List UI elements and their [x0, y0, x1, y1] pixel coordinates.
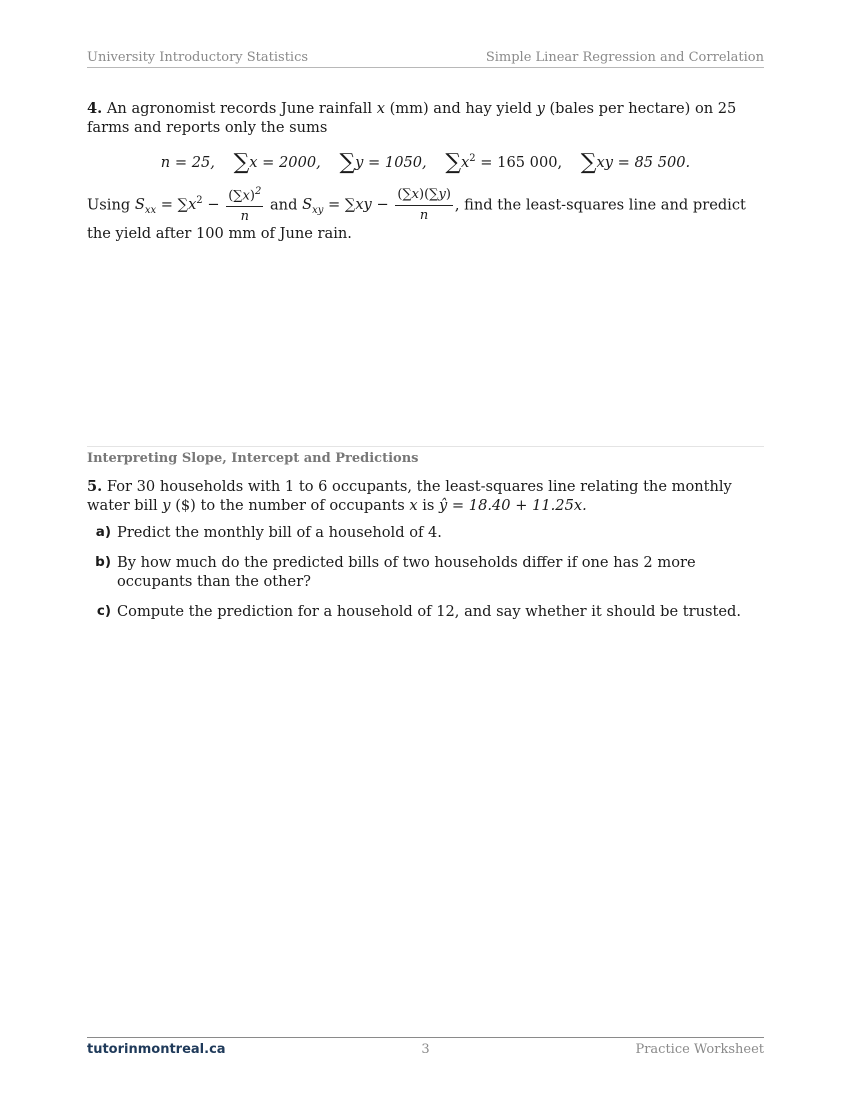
problem-4: [87, 99, 764, 243]
problem-5-number: 5.: [87, 478, 103, 495]
footer: [87, 1042, 764, 1057]
sum-x-squared: $\sum x^2 = 165$ 000,: [445, 149, 563, 175]
footer-label: Practice Worksheet: [635, 1042, 764, 1057]
sxy-formula: $S_{xy} = \sum xy$ − $\frac{(\sum x)(\sum y)}{n}$: [302, 187, 451, 223]
sxx-formula: $S_{xx} = \sum x^2$ − $\frac{(\sum x)^2}{n}$: [134, 185, 262, 224]
problem-4-instructions: Using $S_{xx} = \sum x^2$ − $\frac{(\sum x)^2}{n}$ and $S_{xy} = \sum xy$ − $\frac{(\sum x)(\sum y)}{n}$ , find the least-squares line and predict the yield after 100 mm of June rain.: [87, 185, 746, 243]
list-item: c) Compute the prediction for a household of 12, and say whether it should be trusted.: [96, 603, 741, 620]
sum-xy: ∑xy = 85 500.: [580, 149, 691, 175]
sum-n: n = 25,: [160, 153, 215, 171]
sigma-icon: ∑: [445, 149, 462, 175]
list-item: b) By how much do the predicted bills of two households differ if one has 2 more occupants than the other?: [95, 554, 696, 590]
problem-5: [87, 477, 764, 632]
sum-x: ∑x = 2000,: [233, 149, 321, 175]
header-chapter-title: Simple Linear Regression and Correlation: [485, 50, 764, 65]
page-number: 3: [421, 1042, 430, 1057]
regression-equation: ŷ = 18.40 + 11.25x.: [439, 497, 587, 514]
header-rule: [87, 67, 764, 68]
sigma-icon: ∑: [580, 149, 597, 175]
header-course-title: University Introductory Statistics: [87, 50, 309, 65]
problem-4-sums: [87, 149, 764, 175]
footer-site-link[interactable]: tutorinmontreal.ca: [87, 1042, 226, 1057]
problem-4-number: 4.: [87, 100, 103, 117]
section-title: Interpreting Slope, Intercept and Predictions: [87, 451, 419, 466]
problem-5-statement: 5. For 30 households with 1 to 6 occupants, the least-squares line relating the monthly water bill y ($) to the number of occupants x is ŷ = 18.40 + 11.25x.: [87, 478, 732, 514]
list-item: a) Predict the monthly bill of a household of 4.: [95, 524, 442, 541]
running-header: [87, 50, 764, 65]
problem-4-statement: 4. An agronomist records June rainfall x (mm) and hay yield y (bales per hectare) on 25 farms and reports only the sums: [87, 100, 737, 136]
problem-5-parts: [87, 523, 764, 621]
sum-y: ∑y = 1050,: [339, 149, 427, 175]
section-divider: [87, 446, 764, 447]
footer-rule: [87, 1037, 764, 1038]
sigma-icon: ∑: [339, 149, 356, 175]
sigma-icon: ∑: [233, 149, 250, 175]
